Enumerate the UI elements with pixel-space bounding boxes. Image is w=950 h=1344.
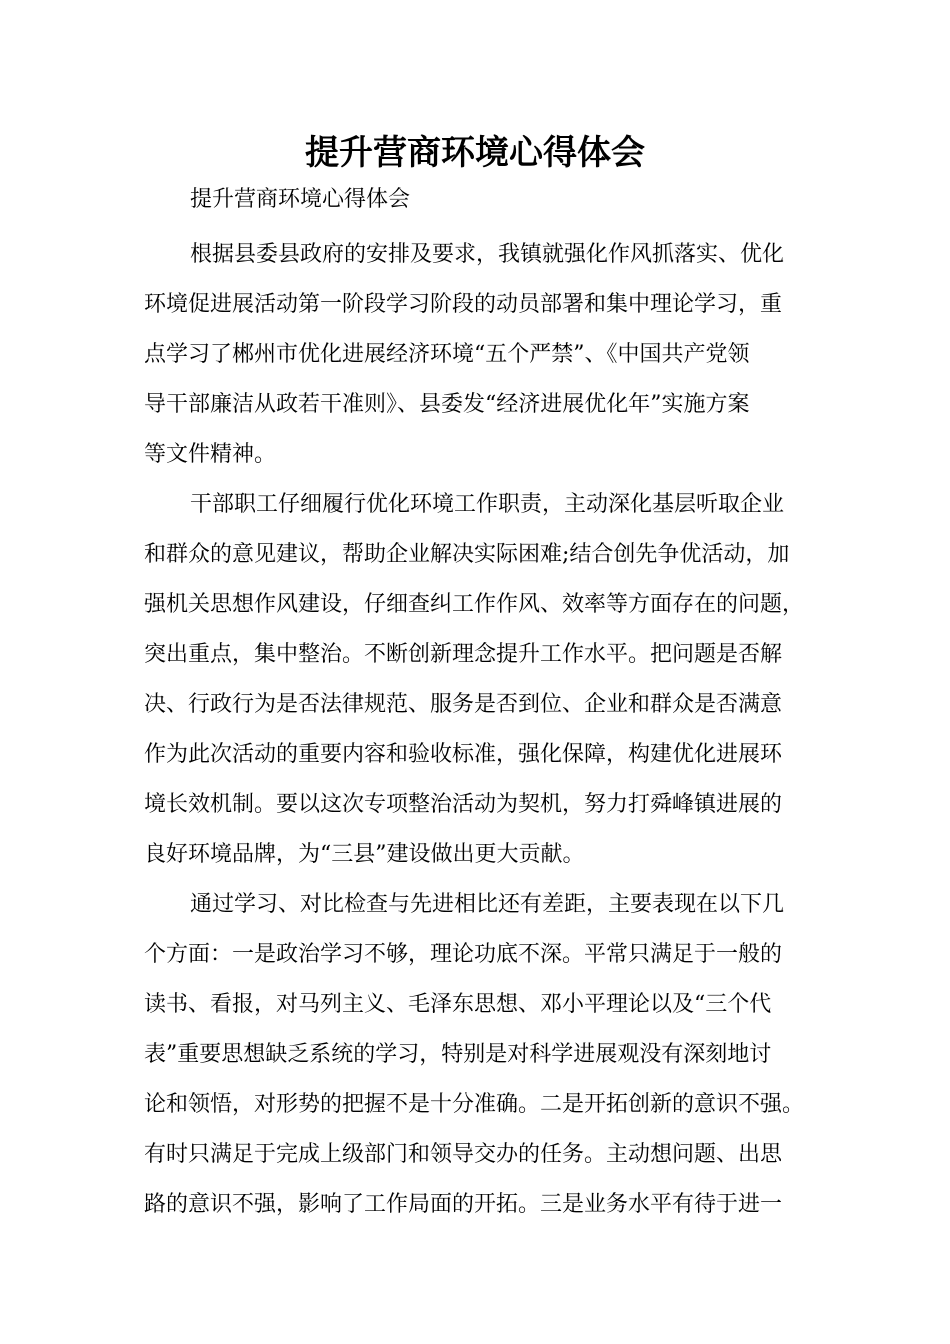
paragraph-line: 等文件精神。 [144,442,277,467]
paragraph-line: 表”重要思想缺乏系统的学习，特别是对科学进展观没有深刻地讨 [144,1042,772,1067]
paragraph-1 [144,237,824,487]
paragraph-line: 导干部廉洁从政若干准则》、县委发“经济进展优化年”实施方案 [144,392,750,417]
paragraph-line: 决、行政行为是否法律规范、服务是否到位、企业和群众是否满意 [144,692,783,717]
paragraph-line: 读书、看报，对马列主义、毛泽东思想、邓小平理论以及“三个代 [144,992,772,1017]
paragraph-2 [144,487,824,887]
paragraph-line: 强机关思想作风建设，仔细查纠工作作风、效率等方面存在的问题， [144,592,805,617]
paragraph-line: 论和领悟，对形势的把握不是十分准确。二是开拓创新的意识不强。 [144,1092,805,1117]
paragraph-line: 和群众的意见建议，帮助企业解决实际困难;结合创先争优活动，加 [144,542,790,567]
paragraph-line: 良好环境品牌，为“三县”建设做出更大贡献。 [144,842,585,867]
paragraph-line: 根据县委县政府的安排及要求，我镇就强化作风抓落实、优化 [190,242,785,267]
paragraph-line: 通过学习、对比检查与先进相比还有差距，主要表现在以下几 [190,892,785,917]
paragraph-line: 境长效机制。要以这次专项整治活动为契机，努力打舜峰镇进展的 [144,792,783,817]
paragraph-line: 点学习了郴州市优化进展经济环境“五个严禁”、《中国共产党领 [144,342,750,367]
paragraph-line: 作为此次活动的重要内容和验收标准，强化保障，构建优化进展环 [144,742,783,767]
paragraph-line: 有时只满足于完成上级部门和领导交办的任务。主动想问题、出思 [144,1142,783,1167]
paragraph-line: 路的意识不强，影响了工作局面的开拓。三是业务水平有待于进一 [144,1192,783,1217]
document-title: 提升营商环境心得体会 [305,133,645,173]
paragraph-line: 干部职工仔细履行优化环境工作职责，主动深化基层听取企业 [190,492,785,517]
paragraph-line: 个方面：一是政治学习不够，理论功底不深。平常只满足于一般的 [144,942,783,967]
paragraph-line: 突出重点，集中整治。不断创新理念提升工作水平。把问题是否解 [144,642,783,667]
document-subtitle: 提升营商环境心得体会 [190,187,411,212]
paragraph-line: 环境促进展活动第一阶段学习阶段的动员部署和集中理论学习，重 [144,292,783,317]
paragraph-3 [144,887,824,1237]
document-body [144,182,824,1237]
